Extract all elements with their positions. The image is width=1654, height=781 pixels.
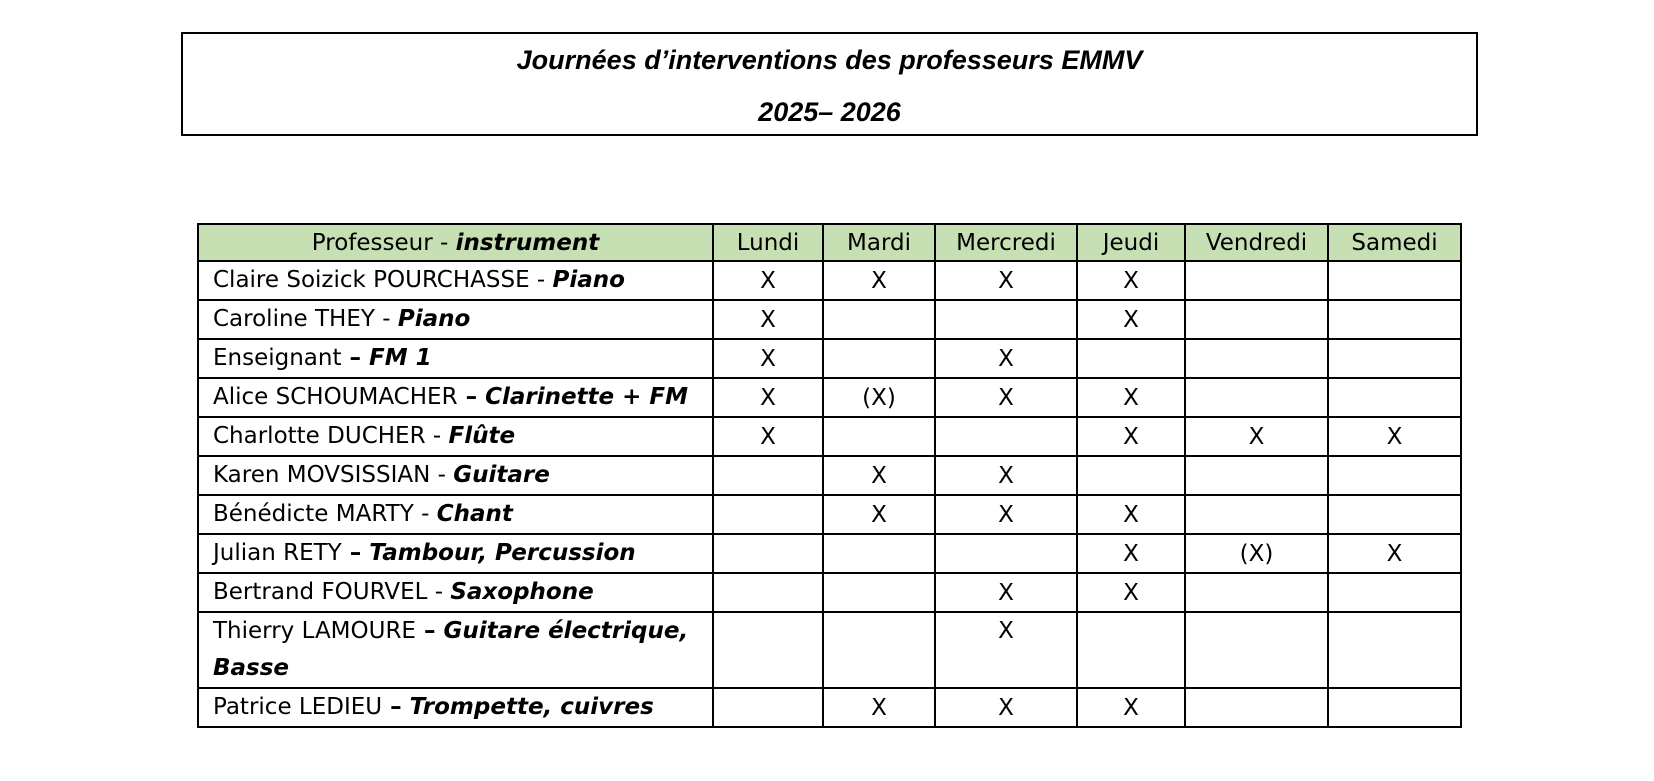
teacher-name: Alice SCHOUMACHER	[213, 384, 458, 410]
teacher-name: Enseignant	[213, 345, 342, 371]
day-mark-vendredi	[1185, 300, 1328, 339]
day-mark-mercredi: X	[935, 261, 1077, 300]
table-row	[198, 688, 1461, 727]
day-mark-vendredi	[1185, 456, 1328, 495]
day-mark-jeudi: X	[1077, 378, 1185, 417]
table-row	[198, 534, 1461, 573]
header-day: Vendredi	[1185, 224, 1328, 261]
day-mark-lundi	[713, 612, 823, 688]
separator: -	[529, 267, 553, 293]
table-row	[198, 339, 1461, 378]
instrument: Flûte	[448, 423, 516, 449]
instrument: Guitare	[453, 462, 550, 488]
day-mark-mardi	[823, 300, 935, 339]
day-mark-samedi	[1328, 456, 1461, 495]
header-instrument-label: instrument	[455, 229, 600, 256]
header-day: Samedi	[1328, 224, 1461, 261]
table-row	[198, 378, 1461, 417]
day-mark-mercredi	[935, 417, 1077, 456]
day-mark-mardi: X	[823, 261, 935, 300]
teacher-cell	[198, 339, 713, 378]
separator: -	[427, 579, 451, 605]
day-mark-samedi	[1328, 688, 1461, 727]
day-mark-jeudi: X	[1077, 300, 1185, 339]
day-mark-lundi: X	[713, 417, 823, 456]
instrument: Chant	[436, 501, 513, 527]
separator: –	[341, 345, 370, 371]
instrument: Tambour, Percussion	[369, 540, 636, 566]
day-mark-mercredi: X	[935, 378, 1077, 417]
teacher-cell	[198, 534, 713, 573]
teacher-cell	[198, 612, 713, 688]
separator: -	[430, 462, 454, 488]
day-mark-vendredi	[1185, 688, 1328, 727]
day-mark-vendredi	[1185, 573, 1328, 612]
teacher-name: Bertrand FOURVEL	[213, 579, 428, 605]
day-mark-vendredi: (X)	[1185, 534, 1328, 573]
instrument: Piano	[397, 306, 471, 332]
table-row	[198, 456, 1461, 495]
day-mark-mardi	[823, 573, 935, 612]
day-mark-vendredi	[1185, 495, 1328, 534]
teacher-name: Thierry LAMOURE	[213, 618, 416, 644]
day-mark-lundi	[713, 688, 823, 727]
day-mark-mercredi: X	[935, 339, 1077, 378]
teacher-cell	[198, 417, 713, 456]
day-mark-samedi	[1328, 300, 1461, 339]
instrument: Piano	[552, 267, 625, 293]
day-mark-samedi	[1328, 339, 1461, 378]
day-mark-samedi: X	[1328, 534, 1461, 573]
teacher-name: Bénédicte MARTY	[213, 501, 414, 527]
day-mark-jeudi	[1077, 612, 1185, 688]
teacher-cell	[198, 261, 713, 300]
teacher-name: Patrice LEDIEU	[213, 694, 383, 720]
day-mark-mercredi	[935, 300, 1077, 339]
day-mark-lundi: X	[713, 300, 823, 339]
title-box	[181, 32, 1478, 136]
page-title: Journées d’interventions des professeurs EMMV	[516, 45, 1143, 75]
day-mark-mardi: X	[823, 495, 935, 534]
day-mark-vendredi	[1185, 378, 1328, 417]
day-mark-mercredi: X	[935, 456, 1077, 495]
separator: -	[413, 501, 437, 527]
day-mark-samedi	[1328, 378, 1461, 417]
table-row	[198, 612, 1461, 688]
day-mark-jeudi	[1077, 456, 1185, 495]
table-row	[198, 495, 1461, 534]
teacher-cell	[198, 495, 713, 534]
day-mark-mardi: (X)	[823, 378, 935, 417]
day-mark-jeudi: X	[1077, 534, 1185, 573]
header-day: Mercredi	[935, 224, 1077, 261]
teacher-name: Julian RETY	[213, 540, 342, 566]
day-mark-jeudi: X	[1077, 417, 1185, 456]
schedule-table	[197, 223, 1462, 728]
day-mark-mardi	[823, 339, 935, 378]
day-mark-mercredi: X	[935, 573, 1077, 612]
day-mark-vendredi	[1185, 612, 1328, 688]
day-mark-lundi: X	[713, 261, 823, 300]
day-mark-lundi	[713, 495, 823, 534]
table-header-row	[198, 224, 1461, 261]
header-day: Jeudi	[1077, 224, 1185, 261]
day-mark-vendredi	[1185, 261, 1328, 300]
day-mark-mardi: X	[823, 688, 935, 727]
day-mark-samedi	[1328, 261, 1461, 300]
instrument: Clarinette + FM	[485, 384, 689, 410]
day-mark-mercredi: X	[935, 688, 1077, 727]
day-mark-lundi	[713, 573, 823, 612]
day-mark-lundi: X	[713, 378, 823, 417]
day-mark-jeudi: X	[1077, 261, 1185, 300]
header-day: Lundi	[713, 224, 823, 261]
day-mark-samedi: X	[1328, 417, 1461, 456]
table-row	[198, 417, 1461, 456]
teacher-cell	[198, 456, 713, 495]
day-mark-mercredi	[935, 534, 1077, 573]
teacher-cell	[198, 300, 713, 339]
instrument: Guitare électrique, Basse	[213, 618, 689, 681]
teacher-name: Karen MOVSISSIAN	[213, 462, 431, 488]
day-mark-mercredi: X	[935, 495, 1077, 534]
teacher-cell	[198, 688, 713, 727]
instrument: Trompette, cuivres	[409, 694, 654, 720]
school-year: 2025– 2026	[758, 97, 901, 127]
day-mark-samedi	[1328, 495, 1461, 534]
teacher-name: Claire Soizick POURCHASSE	[213, 267, 530, 293]
day-mark-lundi: X	[713, 339, 823, 378]
day-mark-mardi	[823, 417, 935, 456]
table-row	[198, 573, 1461, 612]
instrument: Saxophone	[450, 579, 594, 605]
separator: –	[415, 618, 444, 644]
day-mark-mardi	[823, 612, 935, 688]
day-mark-jeudi: X	[1077, 688, 1185, 727]
separator: -	[425, 423, 449, 449]
day-mark-samedi	[1328, 612, 1461, 688]
day-mark-samedi	[1328, 573, 1461, 612]
separator: –	[382, 694, 410, 720]
day-mark-lundi	[713, 456, 823, 495]
instrument: FM 1	[369, 345, 432, 371]
header-professeur	[198, 224, 713, 261]
separator: –	[341, 540, 370, 566]
day-mark-jeudi	[1077, 339, 1185, 378]
table-row	[198, 300, 1461, 339]
day-mark-mercredi: X	[935, 612, 1077, 688]
teacher-name: Caroline THEY	[213, 306, 375, 332]
day-mark-jeudi: X	[1077, 573, 1185, 612]
teacher-cell	[198, 378, 713, 417]
day-mark-mardi	[823, 534, 935, 573]
header-day: Mardi	[823, 224, 935, 261]
day-mark-vendredi	[1185, 339, 1328, 378]
day-mark-mardi: X	[823, 456, 935, 495]
day-mark-jeudi: X	[1077, 495, 1185, 534]
separator: -	[374, 306, 398, 332]
table-row	[198, 261, 1461, 300]
separator: –	[457, 384, 486, 410]
day-mark-vendredi: X	[1185, 417, 1328, 456]
teacher-cell	[198, 573, 713, 612]
teacher-name: Charlotte DUCHER	[213, 423, 426, 449]
day-mark-lundi	[713, 534, 823, 573]
header-professeur-label: Professeur -	[311, 229, 456, 256]
